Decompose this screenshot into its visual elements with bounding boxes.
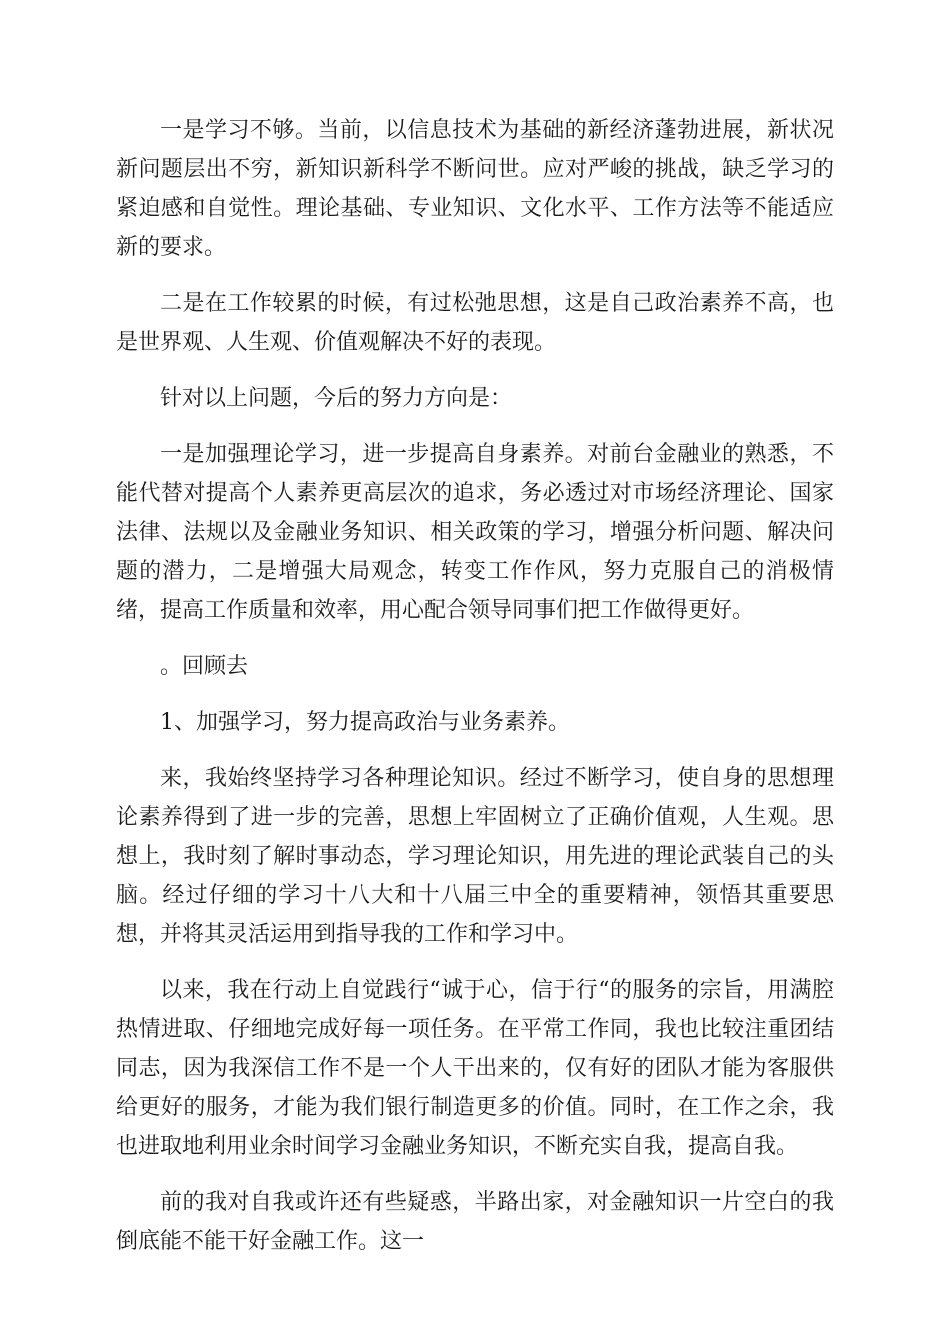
paragraph-1: 一是学习不够。当前，以信息技术为基础的新经济蓬勃进展，新状况新问题层出不穷，新知识新科学不断问世。应对严峻的挑战，缺乏学习的紧迫感和自觉性。理论基础、专业知识、文化水平、工作方法等不能适应新的要求。 [116, 118, 834, 260]
paragraph-5: 。回顾去 [160, 654, 249, 679]
paragraph-8: 以来，我在行动上自觉践行“诚于心，信于行“的服务的宗旨，用满腔热情进取、仔细地完成好每一项任务。在平常工作同，我也比较注重团结同志，因为我深信工作不是一个人干出来的，仅有好的团队才能为客服供给更好的服务，才能为我们银行制造更多的价值。同时，在工作之余，我也进取地利用业余时间学习金融业务知识，不断充实自我，提高自我。 [116, 978, 834, 1159]
paragraph-9: 前的我对自我或许还有些疑惑，半路出家，对金融知识一片空白的我倒底能不能干好金融工作。这一 [116, 1190, 834, 1254]
paragraph-2: 二是在工作较累的时候，有过松弛思想，这是自己政治素养不高，也是世界观、人生观、价值观解决不好的表现。 [116, 291, 834, 355]
paragraph-6: 1、加强学习，努力提高政治与业务素养。 [160, 710, 570, 735]
paragraph-3: 针对以上问题，今后的努力方向是： [160, 386, 513, 411]
paragraph-4: 一是加强理论学习，进一步提高自身素养。对前台金融业的熟悉，不能代替对提高个人素养更高层次的追求，务必透过对市场经济理论、国家法律、法规以及金融业务知识、相关政策的学习，增强分析问题、解决问题的潜力，二是增强大局观念，转变工作作风，努力克服自己的消极情绪，提高工作质量和效率，用心配合领导同事们把工作做得更好。 [116, 442, 834, 623]
document-body [116, 111, 834, 1278]
paragraph-7: 来，我始终坚持学习各种理论知识。经过不断学习，使自身的思想理论素养得到了进一步的完善，思想上牢固树立了正确价值观，人生观。思想上，我时刻了解时事动态，学习理论知识，用先进的理论武装自己的头脑。经过仔细的学习十八大和十八届三中全的重要精神，领悟其重要思想，并将其灵活运用到指导我的工作和学习中。 [116, 766, 834, 947]
